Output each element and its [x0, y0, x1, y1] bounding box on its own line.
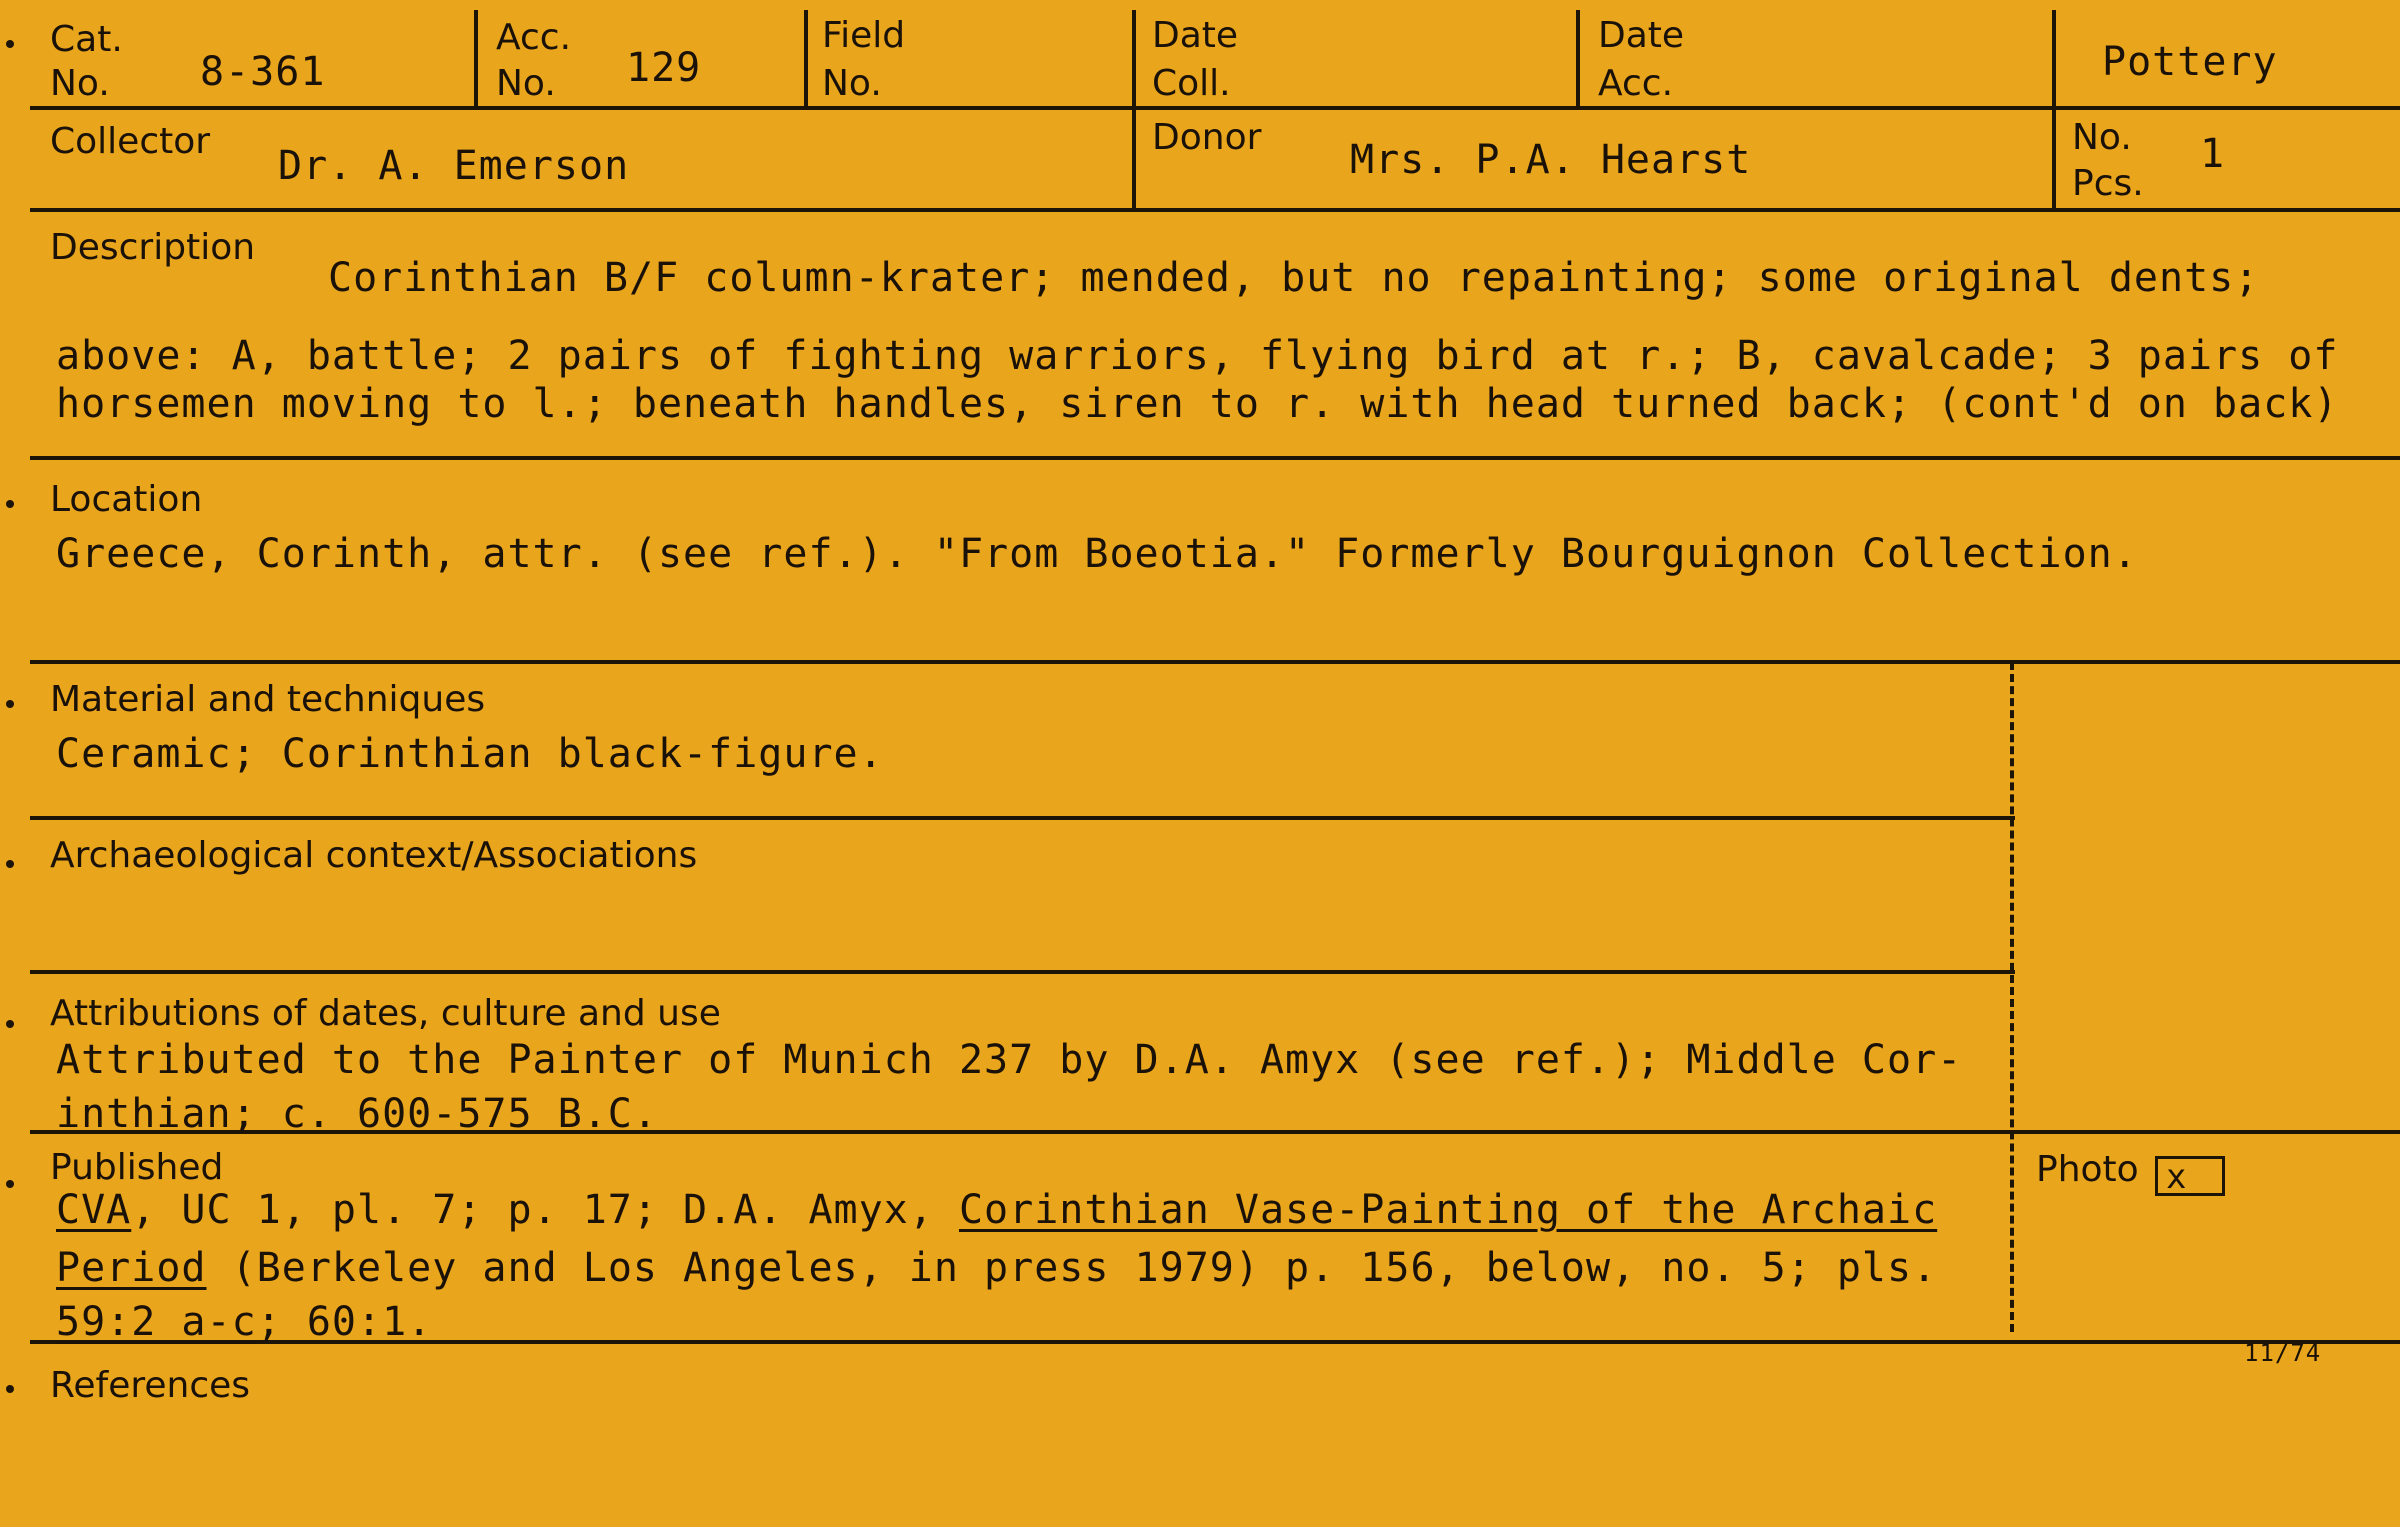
- description-line-3: horsemen moving to l.; beneath handles, siren to r. with head turned back; (cont'd on back): [56, 381, 2339, 427]
- location-label: Location: [50, 479, 203, 520]
- attributions-label: Attributions of dates, culture and use: [50, 993, 721, 1034]
- rule-v-acc: [804, 10, 808, 108]
- form-code: 11/74: [2244, 1339, 2322, 1367]
- collector-label: Collector: [50, 121, 211, 162]
- collector-value: Dr. A. Emerson: [278, 143, 630, 189]
- rule-v-dateacc: [2052, 10, 2056, 210]
- citation-book-title-end: Period: [56, 1245, 207, 1291]
- margin-tick: [6, 500, 14, 508]
- margin-tick: [6, 1180, 14, 1188]
- date-coll-label-line1: Date: [1152, 15, 1239, 56]
- attributions-line-2: inthian; c. 600-575 B.C.: [56, 1091, 658, 1137]
- published-label: Published: [50, 1147, 224, 1188]
- location-line-1: Greece, Corinth, attr. (see ref.). "From Boeotia." Formerly Bourguignon Collection.: [56, 531, 2138, 577]
- material-label: Material and techniques: [50, 679, 486, 720]
- material-line-1: Ceramic; Corinthian black-figure.: [56, 731, 884, 777]
- pcs-label-line1: No.: [2072, 117, 2132, 158]
- rule-v-photo-dashed: [2010, 662, 2014, 1332]
- acc-label-line1: Acc.: [496, 17, 572, 58]
- category-label: Pottery: [2102, 39, 2278, 85]
- rule-v-field: [1132, 10, 1136, 210]
- margin-tick: [6, 700, 14, 708]
- rule-description-bottom: [30, 456, 2400, 460]
- pcs-value: 1: [2200, 131, 2226, 177]
- rule-v-datecoll: [1576, 10, 1580, 108]
- margin-tick: [6, 1385, 14, 1393]
- rule-context-bottom: [30, 970, 2015, 974]
- citation-plates: 59:2 a-c: [56, 1299, 257, 1345]
- donor-value: Mrs. P.A. Hearst: [1350, 137, 1752, 183]
- published-line-3: [56, 1298, 432, 1346]
- cat-label-line2: No.: [50, 63, 110, 104]
- pcs-label-line2: Pcs.: [2072, 163, 2144, 204]
- description-line-1: Corinthian B/F column-krater; mended, but no repainting; some original dents;: [328, 255, 2260, 301]
- donor-label: Donor: [1152, 117, 1262, 158]
- cat-label-line1: Cat.: [50, 19, 123, 60]
- date-coll-label-line2: Coll.: [1152, 63, 1231, 104]
- citation-book-title: Corinthian Vase-Painting of the Archaic: [958, 1187, 1938, 1233]
- attributions-line-1: Attributed to the Painter of Munich 237 by D.A. Amyx (see ref.); Middle Cor-: [56, 1037, 1963, 1083]
- published-line-2: [56, 1244, 1937, 1292]
- margin-tick: [6, 40, 14, 48]
- rule-header-bottom: [30, 106, 2400, 110]
- published-line-1: [56, 1186, 1937, 1234]
- rule-row2-bottom: [30, 208, 2400, 212]
- date-acc-label-line1: Date: [1598, 15, 1685, 56]
- rule-v-cat: [474, 10, 478, 108]
- references-label: References: [50, 1365, 251, 1406]
- rule-material-bottom: [30, 816, 2015, 820]
- description-label: Description: [50, 227, 256, 268]
- margin-tick: [6, 860, 14, 868]
- date-acc-label-line2: Acc.: [1598, 63, 1674, 104]
- context-label: Archaeological context/Associations: [50, 835, 698, 876]
- citation-cva: CVA: [56, 1187, 132, 1233]
- rule-location-bottom: [30, 660, 2400, 664]
- cat-number: 8-361: [200, 49, 326, 95]
- acc-number: 129: [626, 45, 702, 91]
- published-text: (Berkeley and Los Angeles, in press 1979) p. 156, below, no. 5; pls.: [206, 1245, 1938, 1291]
- margin-tick: [6, 1020, 14, 1028]
- photo-checkbox: x: [2155, 1156, 2225, 1196]
- published-text: ; 60:1.: [256, 1299, 433, 1345]
- acc-label-line2: No.: [496, 63, 556, 104]
- photo-label: Photo: [2036, 1149, 2139, 1190]
- field-label-line2: No.: [822, 63, 882, 104]
- published-text: , UC 1, pl. 7; p. 17; D.A. Amyx,: [131, 1187, 959, 1233]
- field-label-line1: Field: [822, 15, 906, 56]
- description-line-2: above: A, battle; 2 pairs of fighting warriors, flying bird at r.; B, cavalcade; 3 pairs of: [56, 333, 2339, 379]
